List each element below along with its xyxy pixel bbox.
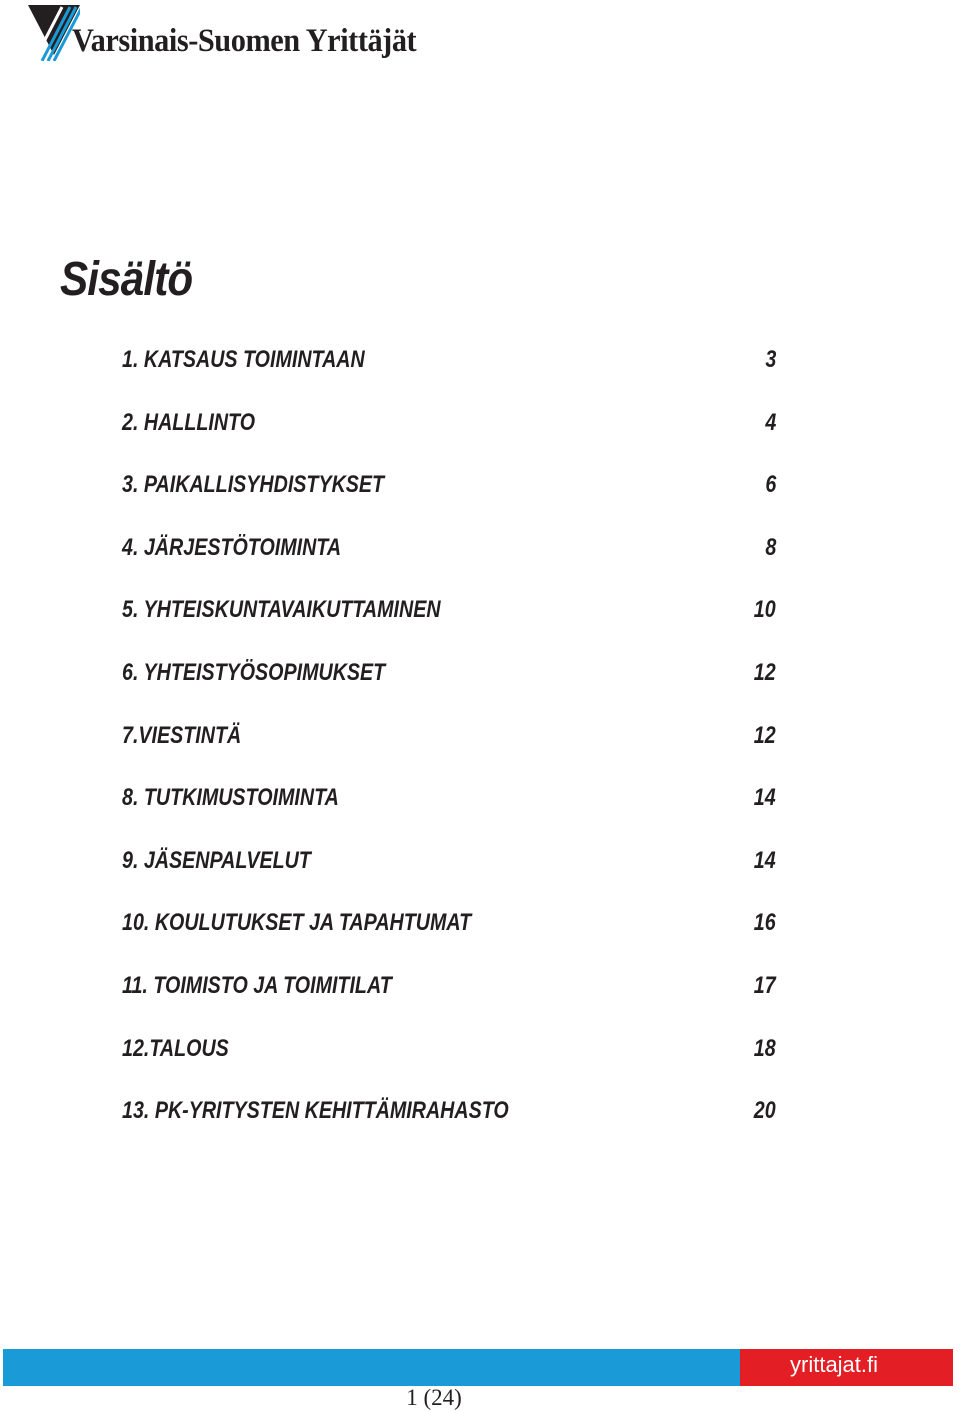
toc-entry-label: 11. TOIMISTO JA TOIMITILAT xyxy=(122,971,392,999)
toc-entry[interactable] xyxy=(122,846,776,909)
toc-entry[interactable] xyxy=(122,345,776,408)
toc-entry-label: 4. JÄRJESTÖTOIMINTA xyxy=(122,533,342,561)
footer-blue-band xyxy=(3,1349,740,1386)
toc-entry-label: 7.VIESTINTÄ xyxy=(122,721,242,749)
toc-entry[interactable] xyxy=(122,595,776,658)
toc-entry[interactable] xyxy=(122,971,776,1034)
toc-entry-label: 5. YHTEISKUNTAVAIKUTTAMINEN xyxy=(122,596,441,624)
toc-entry[interactable] xyxy=(122,1034,776,1097)
toc-entry-page: 14 xyxy=(754,784,776,812)
toc-entry[interactable] xyxy=(122,908,776,971)
toc-entry-page: 12 xyxy=(754,721,776,749)
toc-entry-label: 9. JÄSENPALVELUT xyxy=(122,846,311,874)
table-of-contents xyxy=(122,345,776,1159)
toc-entry-page: 18 xyxy=(754,1034,776,1062)
toc-entry-page: 8 xyxy=(765,533,776,561)
toc-entry-page: 10 xyxy=(754,596,776,624)
toc-entry-page: 12 xyxy=(754,658,776,686)
toc-entry[interactable] xyxy=(122,658,776,721)
toc-entry[interactable] xyxy=(122,1096,776,1159)
toc-entry[interactable] xyxy=(122,783,776,846)
brand-logo xyxy=(28,5,468,61)
toc-entry-label: 3. PAIKALLISYHDISTYKSET xyxy=(122,471,385,499)
page-number: 1 (24) xyxy=(406,1385,462,1410)
toc-entry[interactable] xyxy=(122,408,776,471)
toc-entry-page: 16 xyxy=(754,909,776,937)
page-title: Sisältö xyxy=(60,253,193,306)
toc-entry-page: 14 xyxy=(754,846,776,874)
toc-entry-label: 1. KATSAUS TOIMINTAAN xyxy=(122,346,365,373)
footer-website-link[interactable]: yrittajat.fi xyxy=(790,1352,879,1377)
toc-entry-label: 6. YHTEISTYÖSOPIMUKSET xyxy=(122,658,386,686)
toc-entry[interactable] xyxy=(122,721,776,784)
toc-entry-page: 4 xyxy=(765,408,776,436)
toc-entry[interactable] xyxy=(122,533,776,596)
toc-entry-page: 6 xyxy=(765,471,776,499)
toc-entry-page: 17 xyxy=(754,971,776,999)
toc-entry-page: 3 xyxy=(765,346,776,373)
toc-entry-page: 20 xyxy=(754,1097,776,1125)
toc-entry-label: 10. KOULUTUKSET JA TAPAHTUMAT xyxy=(122,909,472,937)
toc-entry-label: 12.TALOUS xyxy=(122,1034,229,1062)
toc-entry-label: 2. HALLLINTO xyxy=(122,408,256,436)
toc-entry-label: 8. TUTKIMUSTOIMINTA xyxy=(122,784,339,812)
toc-entry-label: 13. PK-YRITYSTEN KEHITTÄMIRAHASTO xyxy=(122,1097,509,1125)
toc-entry[interactable] xyxy=(122,470,776,533)
logo-wordmark: Varsinais-Suomen Yrittäjät xyxy=(72,23,417,59)
